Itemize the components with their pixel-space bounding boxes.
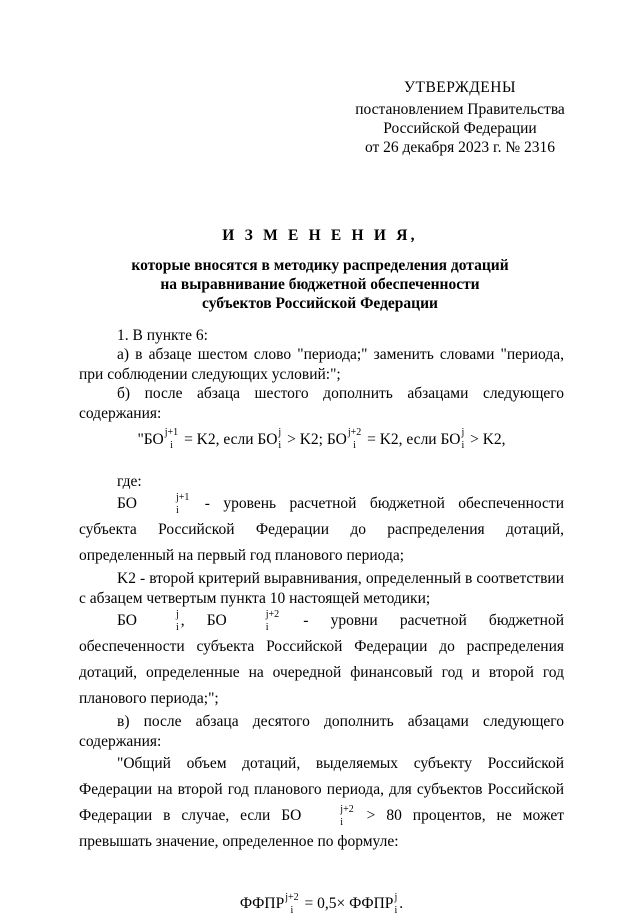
definition-k2: K2 - второй критерий выравнивания, определенный в соответствии с абзацем четвертым пункта 10 настоящей методики; xyxy=(79,570,564,607)
approval-line: Российской Федерации xyxy=(383,120,537,137)
title-main: И З М Е Н Е Н И Я, xyxy=(222,227,418,244)
formula-2: ФФПР j+2 i = 0,5× ФФПР j i . xyxy=(239,891,404,916)
item-a: а) в абзаце шестом слово "периода;" заменить словами "периода, при соблюдении следующих условий:"; xyxy=(79,346,564,383)
approval-line: постановлением Правительства xyxy=(355,101,565,118)
title-line: которые вносятся в методику распределения дотаций xyxy=(131,257,509,274)
approval-heading: УТВЕРЖДЕНЫ xyxy=(404,79,516,96)
formula-1: "БО j+1 i = K2, если БО j i > K2; БО j+2 i = K2, если БО j i > K2, xyxy=(137,427,506,452)
approval-date: от 26 декабря 2023 г. № 2316 xyxy=(364,139,556,156)
definition-bo-j-j2: БО j i , БО j+2 i - уровни расчетной бюджетной обеспеченности субъекта Российской Федерации до распределения дотаций, определенные на очередной финансовый год и второй год планового периода;"; xyxy=(79,608,564,708)
item-1: 1. В пункте 6: xyxy=(117,327,208,344)
quote-paragraph: "Общий объем дотаций, выделяемых субъекту Российской Федерации на второй год планового периода, для субъектов Российской Федерации в случае, если БО j+2 i > 80 процентов, не может превышать значение, определенное по формуле: xyxy=(79,755,564,851)
where-label: где: xyxy=(117,473,142,491)
item-b: б) после абзаца шестого дополнить абзацами следующего содержания: xyxy=(79,385,564,422)
title-line: на выравнивание бюджетной обеспеченности xyxy=(160,276,480,293)
title-line: субъектов Российской Федерации xyxy=(202,295,438,312)
definition-bo-j1: БО j+1 i - уровень расчетной бюджетной обеспеченности субъекта Российской Федерации до распределения дотаций, определенный на первый год планового периода; xyxy=(79,491,564,565)
document-title xyxy=(80,226,560,313)
approval-block xyxy=(330,78,590,157)
item-v: в) после абзаца десятого дополнить абзацами следующего содержания: xyxy=(79,713,564,750)
document-body xyxy=(79,326,564,917)
